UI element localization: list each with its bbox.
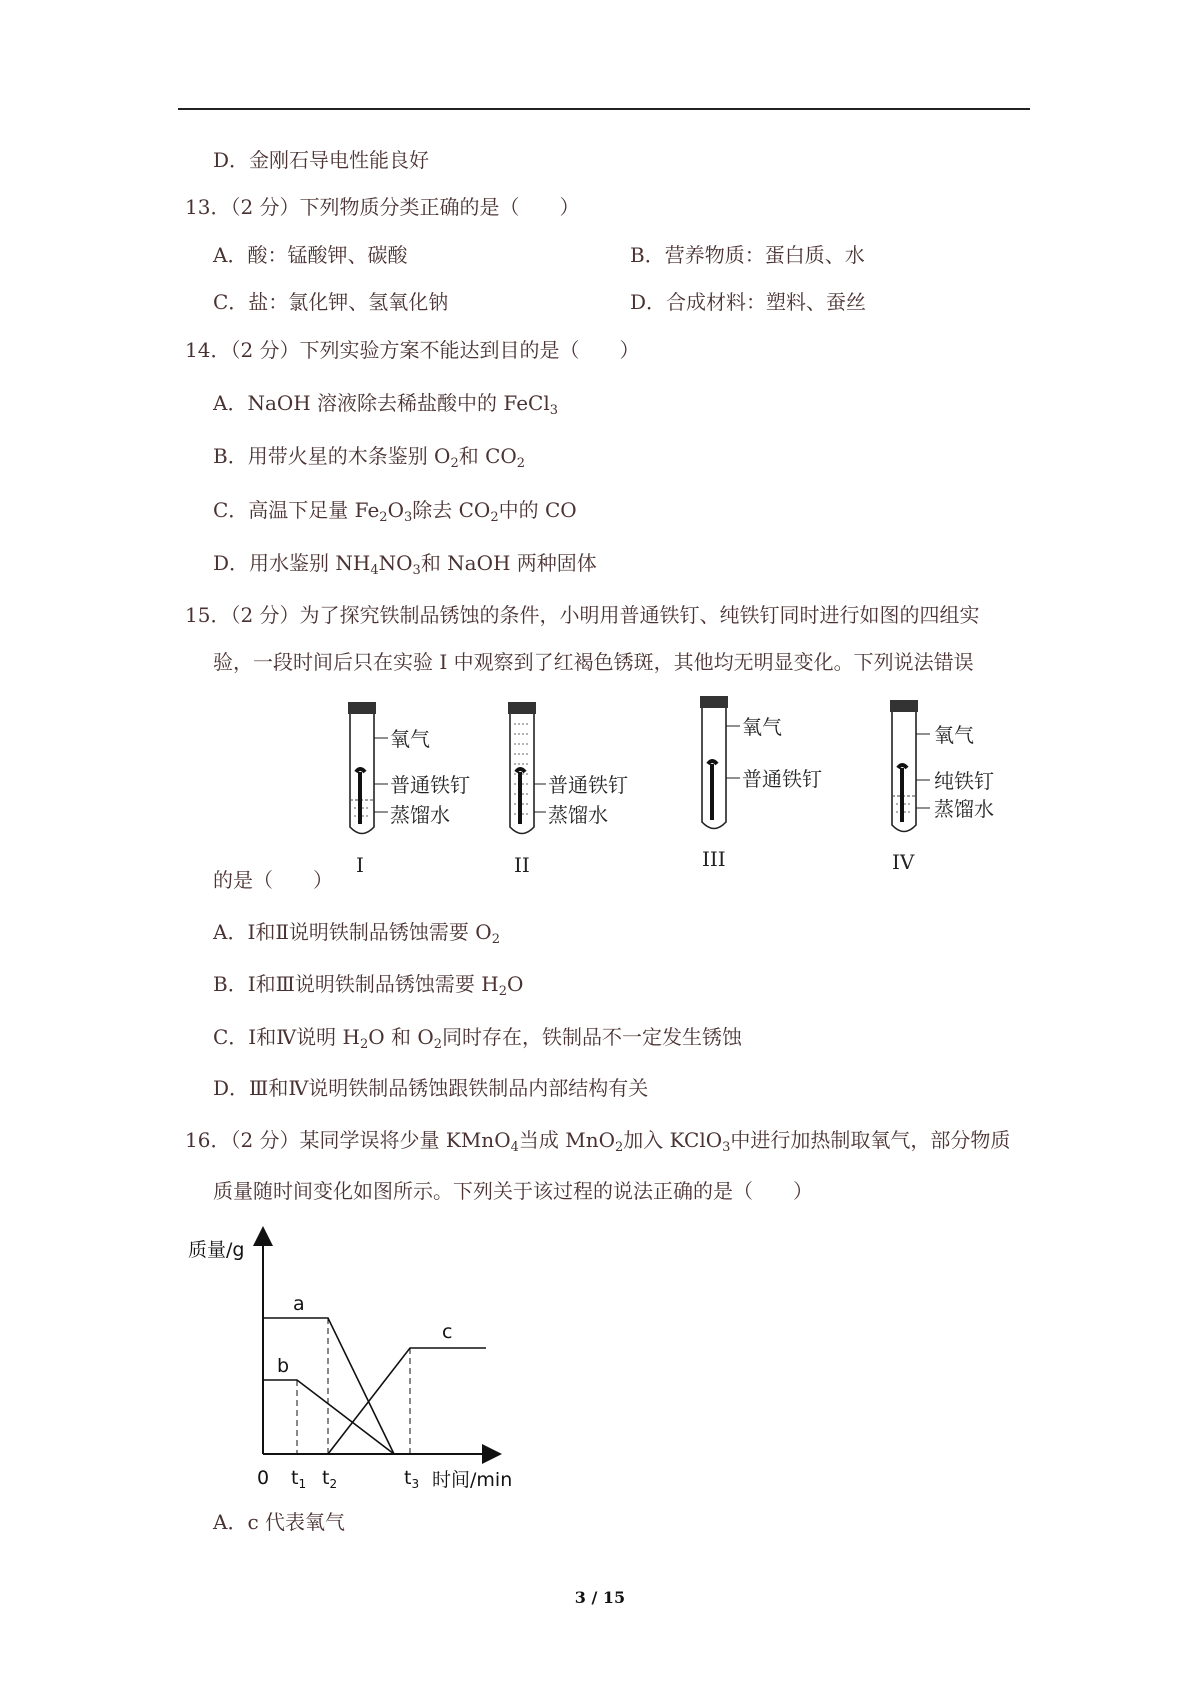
- curve-b-label: b: [277, 1355, 290, 1377]
- tube-2: [508, 702, 628, 877]
- q15-stem-line3: 的是（ ）: [213, 868, 333, 892]
- tube-3-stopper: [700, 696, 728, 708]
- tube-1-label-oxygen: 氧气: [390, 727, 430, 751]
- tube-4-label-water: 蒸馏水: [934, 797, 994, 821]
- header-rule: [178, 108, 1030, 110]
- tube-2-stopper: [508, 702, 536, 714]
- q13-option-d: D．合成材料：塑料、蚕丝: [630, 290, 867, 314]
- q13-option-c: C．盐：氯化钾、氢氧化钠: [213, 290, 449, 314]
- graph-y-label: 质量/g: [188, 1239, 245, 1261]
- tube-2-label-water: 蒸馏水: [548, 803, 608, 827]
- q14-option-a: A．NaOH 溶液除去稀盐酸中的 FeCl$_3$: [213, 391, 559, 418]
- page-number: 3 / 15: [574, 1588, 626, 1607]
- tube-4-stopper: [890, 700, 918, 712]
- curve-c: [328, 1348, 486, 1454]
- q13-option-b: B．营养物质：蛋白质、水: [630, 243, 865, 267]
- curve-c-label: c: [442, 1321, 453, 1343]
- tube-4-label-oxygen: 氧气: [934, 723, 974, 747]
- curve-a-label: a: [293, 1293, 305, 1315]
- q15-option-d: D．Ⅲ和Ⅳ说明铁制品锈蚀跟铁制品内部结构有关: [213, 1076, 649, 1100]
- tube-4-roman: IV: [892, 850, 915, 874]
- q14-option-b: B．用带火星的木条鉴别 $O_2$和 $CO_2$: [213, 444, 526, 471]
- tube-1-stopper: [348, 702, 376, 714]
- q15-option-b: B．Ⅰ和Ⅲ说明铁制品锈蚀需要 $H_2O$: [213, 972, 524, 999]
- t3-label: $t_3$: [404, 1467, 420, 1491]
- q12-option-d: D．金刚石导电性能良好: [213, 148, 430, 172]
- q15-option-c: C．Ⅰ和Ⅳ说明 $H_2O$ 和 $O_2$同时存在，铁制品不一定发生锈蚀: [213, 1025, 743, 1052]
- t1-label: $t_1$: [291, 1467, 307, 1491]
- q14-option-d: D．用水鉴别 $NH_4NO_3$和 NaOH 两种固体: [213, 551, 597, 578]
- tube-3-roman: III: [702, 847, 726, 871]
- q13-option-a: A．酸：锰酸钾、碳酸: [213, 243, 408, 267]
- tube-1: [348, 702, 470, 877]
- q15-stem-line1: 15．（2 分）为了探究铁制品锈蚀的条件，小明用普通铁钉、纯铁钉同时进行如图的四组实: [185, 603, 980, 627]
- tube-2-label-nail: 普通铁钉: [548, 773, 628, 797]
- q16-stem-line1: 16．（2 分）某同学误将少量 KMnO$_4$当成 MnO$_2$加入 KClO$_3$中进行加热制取氧气，部分物质: [185, 1128, 1011, 1155]
- tube-3-label-nail: 普通铁钉: [742, 767, 822, 791]
- q14-option-c: C．高温下足量 $Fe_2O_3$除去 $CO_2$中的 CO: [213, 498, 577, 525]
- tube-2-roman: II: [514, 853, 530, 877]
- q15-option-a: A．Ⅰ和Ⅱ说明铁制品锈蚀需要 $O_2$: [213, 920, 500, 947]
- q16-stem-line2: 质量随时间变化如图所示。下列关于该过程的说法正确的是（ ）: [213, 1179, 813, 1203]
- tube-1-roman: I: [356, 853, 364, 877]
- q14-stem: 14．（2 分）下列实验方案不能达到目的是（ ）: [185, 338, 640, 362]
- tube-1-label-water: 蒸馏水: [390, 803, 450, 827]
- q13-stem: 13．（2 分）下列物质分类正确的是（ ）: [185, 195, 580, 219]
- q16-option-a: A．c 代表氧气: [213, 1510, 346, 1534]
- tube-1-label-nail: 普通铁钉: [390, 773, 470, 797]
- q15-stem-line2: 验，一段时间后只在实验 I 中观察到了红褐色锈斑，其他均无明显变化。下列说法错误: [213, 650, 974, 674]
- tube-3-label-oxygen: 氧气: [742, 715, 782, 739]
- tube-3: [700, 696, 822, 871]
- origin-label: 0: [257, 1467, 270, 1489]
- graph-x-label: 时间/min: [432, 1469, 513, 1491]
- tube-4: [890, 700, 994, 874]
- mass-time-graph: [180, 1222, 540, 1492]
- rust-experiment-diagram: [330, 692, 1050, 882]
- tube-4-label-nail: 纯铁钉: [934, 769, 994, 793]
- t2-label: $t_2$: [322, 1467, 338, 1491]
